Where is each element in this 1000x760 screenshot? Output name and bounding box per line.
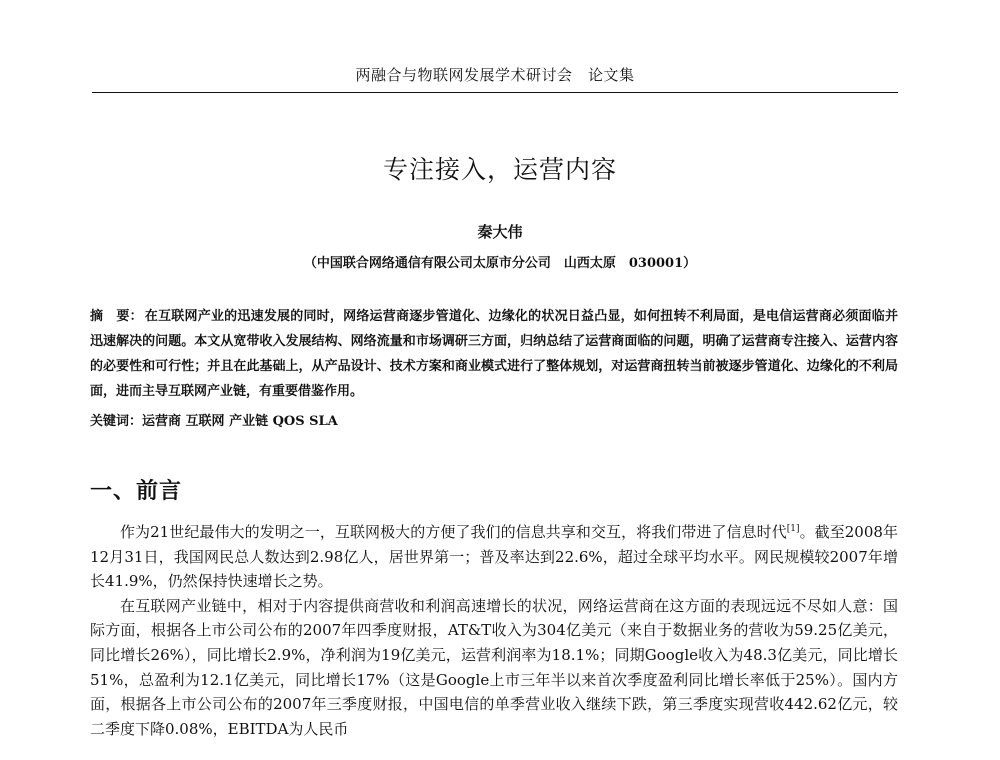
paragraph-2: 在互联网产业链中，相对于内容提供商营收和利润高速增长的状况，网络运营商在这方面的表现远远不尽如人意：国际方面，根据各上市公司公布的2007年四季度财报，AT&T收入为304亿美元（来自于数据业务的营收为59.25亿美元，同比增长26%），同比增长2.9%，净利润为19亿美元，运营利润率为18.1%；同期Google收入为48.3亿美元，同比增长51%，总盈利为12.1亿美元，同比增长17%（这是Google上市三年半以来首次季度盈利同比增长率低于25%）。国内方面，根据各上市公司公布的2007年三季度财报，中国电信的单季营业收入继续下跌，第三季度实现营收442.62亿元，较二季度下降0.08%，EBITDA为人民币 bbox=[90, 596, 898, 738]
citation-ref: [1] bbox=[786, 524, 800, 534]
abstract-label: 摘 要： bbox=[90, 309, 143, 324]
keywords-label: 关键词： bbox=[90, 414, 143, 429]
paper-title: 专注接入，运营内容 bbox=[382, 155, 617, 184]
section-heading-introduction: 一、前言 bbox=[90, 479, 183, 504]
author-name: 秦大伟 bbox=[477, 223, 523, 241]
header-rule bbox=[92, 92, 898, 93]
paragraph-1-text-a: 作为21世纪最伟大的发明之一，互联网极大的方便了我们的信息共享和交互，将我们带进了信息时代 bbox=[120, 523, 787, 541]
paragraph-1 bbox=[90, 520, 898, 594]
keywords bbox=[90, 409, 898, 434]
abstract bbox=[90, 304, 898, 404]
keywords-text: 运营商 互联网 产业链 QOS SLA bbox=[142, 414, 338, 429]
paragraph-1-text-b: 。截至2008年12月31日，我国网民总人数达到2.98亿人，居世界第一；普及率达到22.6%，超过全球平均水平。网民规模较2007年增长41.9%，仍然保持快速增长之势。 bbox=[90, 523, 898, 591]
author-affiliation: （中国联合网络通信有限公司太原市分公司 山西太原 030001） bbox=[303, 256, 697, 271]
running-header: 两融合与物联网发展学术研讨会 论文集 bbox=[355, 66, 635, 84]
abstract-text: 在互联网产业的迅速发展的同时，网络运营商逐步管道化、边缘化的状况日益凸显，如何扭转不利局面，是电信运营商必须面临并迅速解决的问题。本文从宽带收入发展结构、网络流量和市场调研三方面，归纳总结了运营商面临的问题，明确了运营商专注接入、运营内容的必要性和可行性；并且在此基础上，从产品设计、技术方案和商业模式进行了整体规划，对运营商扭转当前被逐步管道化、边缘化的不利局面，进而主导互联网产业链，有重要借鉴作用。 bbox=[90, 309, 898, 399]
body-text bbox=[90, 520, 898, 741]
